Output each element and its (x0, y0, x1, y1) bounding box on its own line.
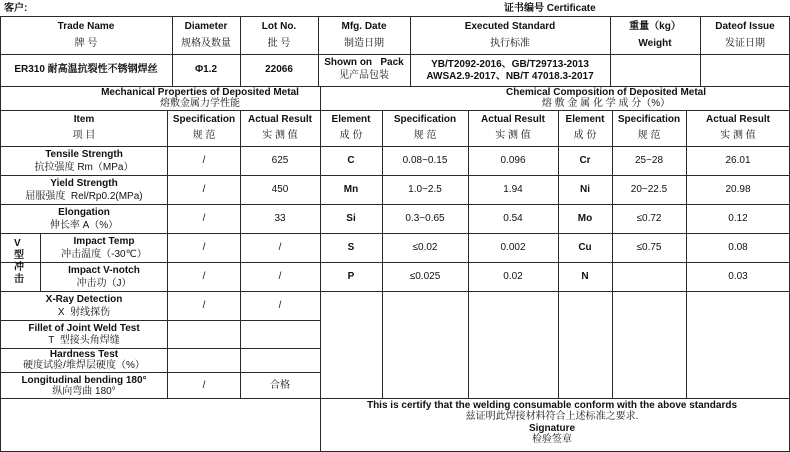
element-si-actual: 0.54 (503, 213, 523, 224)
mfg-date-header-cn: 制造日期 (344, 38, 384, 49)
xray-actual: / (278, 300, 282, 311)
chem-section-title: Chemical Composition of Deposited Metal (505, 87, 707, 98)
element-mo: Mo (577, 213, 593, 224)
xray-spec: / (202, 300, 206, 311)
product-lot: 22066 (265, 64, 293, 75)
impact-notch-label-cn: 冲击功（J） (76, 278, 132, 289)
element-n: N (581, 271, 589, 282)
standard-header: Executed Standard (464, 21, 556, 32)
fillet-label: Fillet of Joint Weld Test (28, 323, 140, 334)
xray-label: X-Ray Detection (45, 294, 123, 305)
element-c: C (347, 155, 355, 166)
issue-date-header: Dateof Issue (715, 21, 775, 32)
element-p-spec: ≤0.025 (409, 271, 441, 282)
tensile-actual: 625 (271, 155, 289, 166)
element-ni: Ni (580, 184, 590, 195)
tensile-label: Tensile Strength (45, 149, 123, 160)
element-mn-actual: 1.94 (503, 184, 523, 195)
product-standard-line2: AWSA2.9-2017、NB/T 47018.3-2017 (426, 71, 594, 82)
tensile-spec: / (202, 155, 206, 166)
diameter-header: Diameter (184, 21, 228, 32)
impact-temp-spec: / (202, 242, 206, 253)
hardness-label-cn: 硬度试验/堆焊层硬度（%） (23, 360, 145, 371)
chem-actual-header-2-cn: 实 测 值 (720, 130, 756, 141)
chem-actual-header: Actual Result (481, 114, 545, 125)
bending-label: Longitudinal bending 180° (21, 375, 147, 386)
elongation-spec: / (202, 213, 206, 224)
element-mn: Mn (343, 184, 359, 195)
mech-spec-header-cn: 规 范 (192, 130, 216, 141)
issue-date-header-cn: 发证日期 (725, 38, 765, 49)
chem-spec-header-2-cn: 规 范 (637, 130, 661, 141)
element-cu-actual: 0.08 (728, 242, 748, 253)
item-header: Item (73, 114, 95, 125)
yield-actual: 450 (271, 184, 289, 195)
element-si: Si (346, 213, 356, 224)
element-s-actual: 0.002 (500, 242, 526, 253)
customer-label: 客户: (4, 3, 28, 14)
v-type-impact-label: V 型 冲 击 (14, 238, 24, 285)
element-si-spec: 0.3~0.65 (405, 213, 445, 224)
yield-label-cn: 屈服强度 Rel/Rp0.2(MPa) (25, 191, 143, 202)
bending-label-cn: 纵向弯曲 180° (52, 386, 116, 397)
element-p-actual: 0.02 (503, 271, 523, 282)
chem-spec-header-2: Specification (617, 114, 681, 125)
element-cr: Cr (579, 155, 591, 166)
mech-section-title-cn: 熔敷金属力学性能 (160, 98, 240, 109)
chem-actual-header-2: Actual Result (706, 114, 770, 125)
element-cu-spec: ≤0.75 (636, 242, 662, 253)
mfg-date-header: Mfg. Date (341, 21, 387, 32)
product-mfg-line1: Shown on Pack (324, 57, 404, 68)
element-header-2: Element (565, 114, 605, 125)
weight-header-cn: 重量（kg） (629, 21, 681, 32)
element-p: P (347, 271, 355, 282)
product-standard-line1: YB/T2092-2016、GB/T29713-2013 (431, 59, 589, 70)
impact-notch-actual: / (278, 271, 282, 282)
element-header-cn: 成 份 (339, 130, 363, 141)
xray-label-cn: X 射线探伤 (57, 307, 111, 318)
product-trade-name: ER310 耐高温抗裂性不锈钢焊丝 (14, 64, 158, 75)
impact-temp-actual: / (278, 242, 282, 253)
element-ni-spec: 20~22.5 (630, 184, 668, 195)
certify-statement-cn: 兹证明此焊接材料符合上述标准之要求. (465, 411, 639, 422)
impact-notch-spec: / (202, 271, 206, 282)
element-mo-spec: ≤0.72 (636, 213, 662, 224)
bending-spec: / (202, 380, 206, 391)
element-cr-actual: 26.01 (725, 155, 751, 166)
lot-header: Lot No. (261, 21, 297, 32)
element-header: Element (331, 114, 371, 125)
hardness-label: Hardness Test (49, 349, 119, 360)
certify-statement: This is certify that the welding consumable conform with the above standards (366, 400, 738, 411)
chem-spec-header: Specification (393, 114, 457, 125)
chem-spec-header-cn: 规 范 (413, 130, 437, 141)
impact-temp-label: Impact Temp (73, 236, 135, 247)
lot-header-cn: 批 号 (267, 38, 291, 49)
element-cu: Cu (578, 242, 592, 253)
element-s-spec: ≤0.02 (412, 242, 438, 253)
diameter-header-cn: 规格及数量 (181, 38, 231, 49)
element-mo-actual: 0.12 (728, 213, 748, 224)
impact-notch-label: Impact V-notch (68, 265, 140, 276)
element-c-actual: 0.096 (500, 155, 526, 166)
elongation-label: Elongation (58, 207, 110, 218)
element-n-actual: 0.03 (728, 271, 748, 282)
impact-temp-label-cn: 冲击温度（-30℃） (61, 249, 147, 260)
weight-header: Weight (638, 38, 672, 49)
element-s: S (347, 242, 355, 253)
product-diameter: Φ1.2 (194, 64, 218, 75)
mech-section-title: Mechanical Properties of Deposited Metal (101, 87, 299, 98)
elongation-actual: 33 (274, 213, 286, 224)
mech-actual-header-cn: 实 测 值 (262, 130, 298, 141)
mech-actual-header: Actual Result (248, 114, 312, 125)
chem-actual-header-cn: 实 测 值 (495, 130, 531, 141)
element-header-2-cn: 成 份 (573, 130, 597, 141)
mech-spec-header: Specification (172, 114, 236, 125)
product-mfg-line2: 见产品包装 (339, 70, 389, 81)
element-ni-actual: 20.98 (725, 184, 751, 195)
trade-name-header: Trade Name (57, 21, 115, 32)
item-header-cn: 项 目 (72, 130, 96, 141)
element-cr-spec: 25~28 (634, 155, 664, 166)
signature-label-cn: 检验签章 (532, 434, 572, 445)
chem-section-title-cn: 熔 敷 金 属 化 学 成 分（%） (541, 98, 671, 109)
element-mn-spec: 1.0~2.5 (408, 184, 442, 195)
trade-name-header-cn: 牌 号 (74, 38, 98, 49)
tensile-label-cn: 抗拉强度 Rm（MPa） (34, 162, 134, 173)
yield-spec: / (202, 184, 206, 195)
signature-label: Signature (528, 423, 576, 434)
bending-actual: 合格 (270, 380, 290, 391)
element-c-spec: 0.08~0.15 (402, 155, 448, 166)
yield-label: Yield Strength (50, 178, 118, 189)
elongation-label-cn: 伸长率 A（%） (49, 220, 119, 231)
standard-header-cn: 执行标准 (490, 38, 530, 49)
fillet-label-cn: T 型接头角焊缝 (48, 335, 120, 346)
certificate-number-label: 证书编号 Certificate (504, 3, 596, 14)
